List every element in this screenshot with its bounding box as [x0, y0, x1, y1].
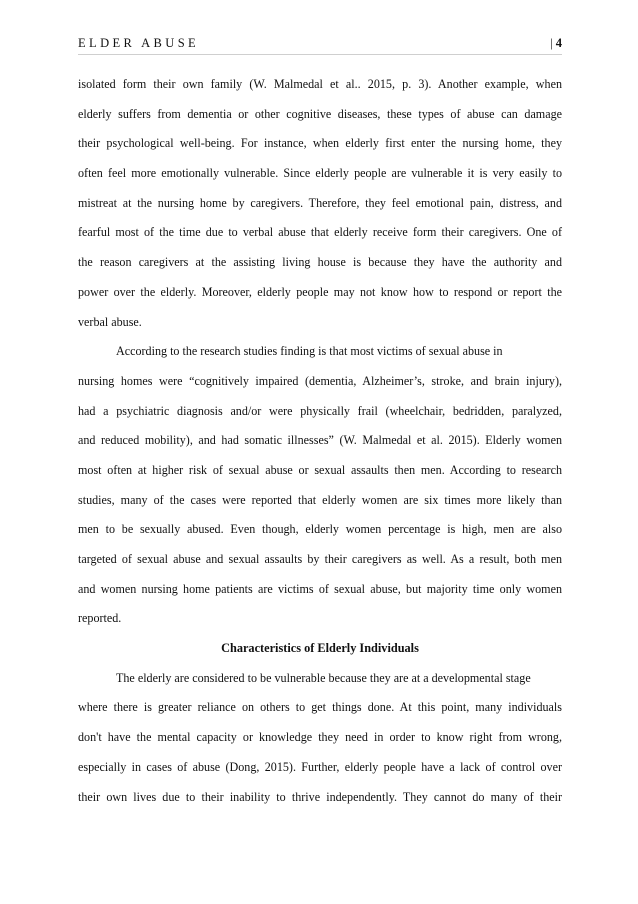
text-line: don't have the mental capacity or knowledge they need in order to know right from wrong, [78, 730, 562, 745]
running-head: ELDER ABUSE [78, 36, 200, 50]
text-line: the reason caregivers at the assisting living house is because they have the authority and [78, 255, 562, 270]
text-line: The elderly are considered to be vulnerable because they are at a developmental stage [116, 670, 531, 685]
text-line: isolated form their own family (W. Malmedal et al.. 2015, p. 3). Another example, when [78, 77, 562, 91]
text-line: nursing homes were “cognitively impaired (dementia, Alzheimer’s, stroke, and brain injury), [78, 373, 562, 388]
text-line: According to the research studies finding is that most victims of sexual abuse in [116, 344, 503, 359]
text-line: targeted of sexual abuse and sexual assaults by their caregivers as well. As a result, both men [78, 552, 562, 566]
text-line: and women nursing home patients are victims of sexual abuse, but majority time only women [78, 581, 562, 596]
page-separator: | [550, 36, 553, 50]
text-line: most often at higher risk of sexual abuse or sexual assaults then men. According to research [78, 462, 562, 477]
text-line: where there is greater reliance on others to get things done. At this point, many individuals [78, 700, 562, 715]
page-number: 4 [555, 36, 562, 50]
text-line: studies, many of the cases were reported that elderly women are six times more likely than [78, 492, 562, 507]
text-line: men to be sexually abused. Even though, elderly women percentage is high, men are also [78, 522, 562, 537]
header-rule [78, 54, 562, 55]
text-line: had a psychiatric diagnosis and/or were physically frail (wheelchair, bedridden, paralyzed, [78, 403, 562, 418]
text-line: and reduced mobility), and had somatic illnesses” (W. Malmedal et al. 2015). Elderly women [78, 433, 562, 448]
text-line: mistreat at the nursing home by caregivers. Therefore, they feel emotional pain, distress, and [78, 195, 562, 210]
page-number-block [550, 36, 562, 51]
text-line: fearful most of the time due to verbal abuse that elderly receive form their caregivers. One of [78, 225, 562, 240]
text-line: power over the elderly. Moreover, elderly people may not know how to respond or report the [78, 284, 562, 299]
text-line: elderly suffers from dementia or other cognitive diseases, these types of abuse can damage [78, 106, 562, 121]
section-heading: Characteristics of Elderly Individuals [221, 641, 419, 656]
text-line: especially in cases of abuse (Dong, 2015). Further, elderly people have a lack of control over [78, 759, 562, 774]
text-line: verbal abuse. [78, 314, 142, 329]
text-line: their psychological well-being. For instance, when elderly first enter the nursing home, they [78, 136, 562, 151]
text-line: their own lives due to their inability to thrive independently. They cannot do many of their [78, 789, 562, 804]
body-text [78, 70, 562, 812]
page-header [78, 34, 562, 54]
text-line: often feel more emotionally vulnerable. Since elderly people are vulnerable it is very easily to [78, 166, 562, 181]
text-line: reported. [78, 611, 122, 626]
